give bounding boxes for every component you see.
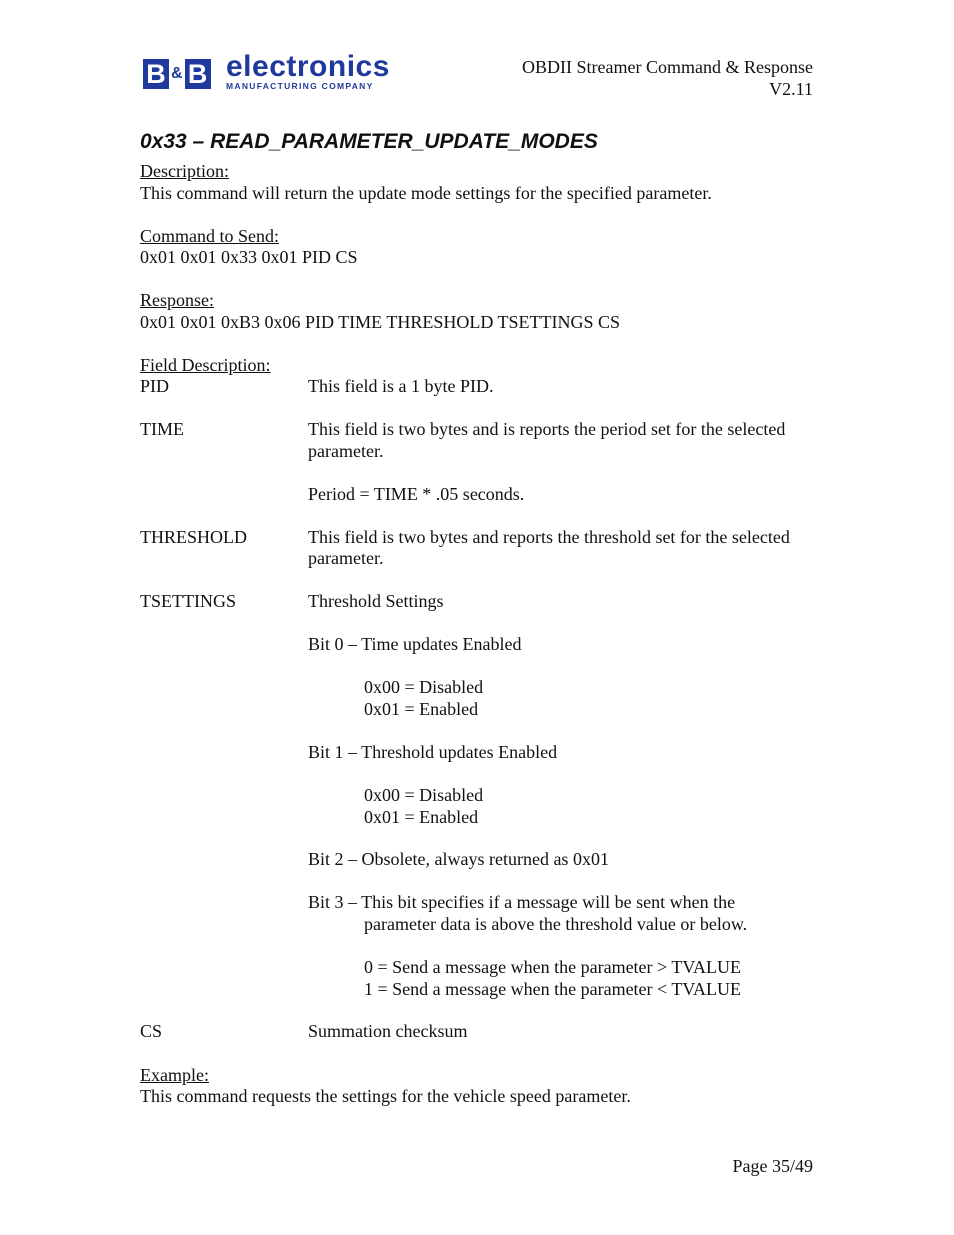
logo-subtitle: MANUFACTURING COMPANY — [226, 81, 374, 91]
logo-letter-right: B — [185, 59, 211, 89]
tsettings-bit3-option-above: 0 = Send a message when the parameter > TVALUE — [364, 957, 742, 977]
field-desc-time-line2: parameter. — [308, 441, 384, 461]
page-number: Page 35/49 — [732, 1156, 813, 1176]
tsettings-bit2: Bit 2 – Obsolete, always returned as 0x01 — [308, 849, 609, 869]
field-desc-time-line1: This field is two bytes and is reports the period set for the selected — [308, 419, 786, 439]
logo-wordmark: electronics — [226, 50, 390, 83]
logo-ampersand: & — [171, 65, 183, 82]
tsettings-bit1-option-enabled: 0x01 = Enabled — [364, 807, 479, 827]
field-desc-tsettings: Threshold Settings — [308, 591, 444, 611]
document-version: V2.11 — [769, 79, 813, 99]
field-desc-cs: Summation checksum — [308, 1021, 468, 1041]
tsettings-bit3-option-below: 1 = Send a message when the parameter < TVALUE — [364, 979, 742, 999]
example-text: This command requests the settings for the vehicle speed parameter. — [140, 1086, 631, 1106]
field-desc-pid: This field is a 1 byte PID. — [308, 376, 494, 396]
field-name-time: TIME — [140, 419, 184, 439]
field-desc-time-formula: Period = TIME * .05 seconds. — [308, 484, 525, 504]
tsettings-bit1-option-disabled: 0x00 = Disabled — [364, 785, 484, 805]
tsettings-bit1: Bit 1 – Threshold updates Enabled — [308, 742, 558, 762]
tsettings-bit0: Bit 0 – Time updates Enabled — [308, 634, 522, 654]
section-title: 0x33 – READ_PARAMETER_UPDATE_MODES — [140, 130, 598, 153]
tsettings-bit3-line2: parameter data is above the threshold value or below. — [364, 914, 748, 934]
field-desc-threshold-line1: This field is two bytes and reports the threshold set for the selected — [308, 527, 790, 547]
field-name-threshold: THRESHOLD — [140, 527, 247, 547]
tsettings-bit0-option-disabled: 0x00 = Disabled — [364, 677, 484, 697]
field-name-tsettings: TSETTINGS — [140, 591, 236, 611]
command-text: 0x01 0x01 0x33 0x01 PID CS — [140, 247, 358, 267]
field-name-pid: PID — [140, 376, 170, 396]
command-heading: Command to Send: — [140, 226, 279, 246]
response-heading: Response: — [140, 290, 214, 310]
tsettings-bit0-option-enabled: 0x01 = Enabled — [364, 699, 479, 719]
company-logo — [143, 50, 391, 92]
description-heading: Description: — [140, 161, 229, 181]
example-heading: Example: — [140, 1065, 209, 1085]
response-text: 0x01 0x01 0xB3 0x06 PID TIME THRESHOLD TSETTINGS CS — [140, 312, 621, 332]
field-desc-threshold-line2: parameter. — [308, 548, 384, 568]
field-description-heading: Field Description: — [140, 355, 271, 375]
logo-monogram — [143, 58, 211, 90]
logo-letter-left: B — [143, 59, 169, 89]
description-text: This command will return the update mode settings for the specified parameter. — [140, 183, 712, 203]
tsettings-bit3-line1: Bit 3 – This bit specifies if a message will be sent when the — [308, 892, 736, 912]
page-header — [522, 56, 813, 100]
document-title: OBDII Streamer Command & Response — [522, 57, 813, 77]
field-name-cs: CS — [140, 1021, 163, 1041]
